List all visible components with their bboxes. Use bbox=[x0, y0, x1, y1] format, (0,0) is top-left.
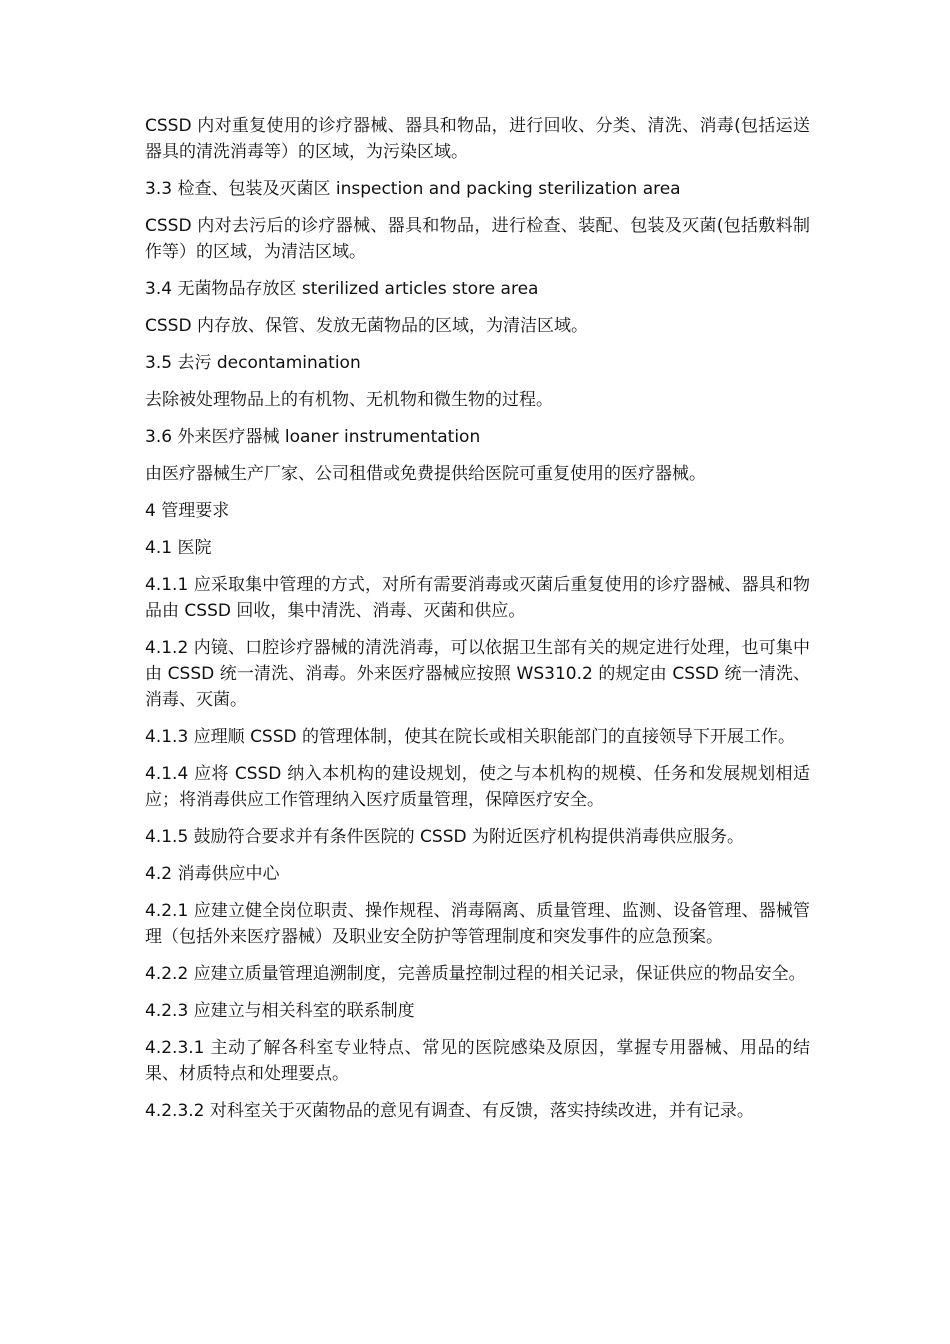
paragraph-3-4-definition: CSSD 内存放、保管、发放无菌物品的区域，为清洁区域。 bbox=[145, 316, 588, 336]
clause-4-1-2: 4.1.2 内镜、口腔诊疗器械的清洗消毒，可以依据卫生部有关的规定进行处理，也可集中由 CSSD 统一清洗、消毒。外来医疗器械应按照 WS310.2 的规定由 CSSD 统一清洗、消毒、灭菌。 bbox=[145, 638, 810, 710]
clause-4-1-4: 4.1.4 应将 CSSD 纳入本机构的建设规划，使之与本机构的规模、任务和发展规划相适应；将消毒供应工作管理纳入医疗质量管理，保障医疗安全。 bbox=[145, 764, 810, 810]
heading-3-6: 3.6 外来医疗器械 loaner instrumentation bbox=[145, 427, 481, 447]
clause-4-1-1: 4.1.1 应采取集中管理的方式，对所有需要消毒或灭菌后重复使用的诊疗器械、器具和物品由 CSSD 回收，集中清洗、消毒、灭菌和供应。 bbox=[145, 575, 810, 621]
heading-4-2-3: 4.2.3 应建立与相关科室的联系制度 bbox=[145, 1001, 415, 1021]
paragraph-3-5-definition: 去除被处理物品上的有机物、无机物和微生物的过程。 bbox=[145, 390, 553, 410]
clause-4-2-3-2: 4.2.3.2 对科室关于灭菌物品的意见有调查、有反馈，落实持续改进，并有记录。 bbox=[145, 1101, 754, 1121]
clause-4-2-3-1: 4.2.3.1 主动了解各科室专业特点、常见的医院感染及原因，掌握专用器械、用品的结果、材质特点和处理要点。 bbox=[145, 1038, 810, 1084]
paragraph-3-6-definition: 由医疗器械生产厂家、公司租借或免费提供给医院可重复使用的医疗器械。 bbox=[145, 464, 706, 484]
heading-3-3: 3.3 检查、包装及灭菌区 inspection and packing sterilization area bbox=[145, 179, 681, 199]
heading-4-2: 4.2 消毒供应中心 bbox=[145, 864, 280, 884]
paragraph-contamination-area-definition: CSSD 内对重复使用的诊疗器械、器具和物品，进行回收、分类、清洗、消毒(包括运送器具的清洗消毒等）的区域，为污染区域。 bbox=[145, 116, 810, 162]
heading-3-5: 3.5 去污 decontamination bbox=[145, 353, 361, 373]
clause-4-2-2: 4.2.2 应建立质量管理追溯制度，完善质量控制过程的相关记录，保证供应的物品安全。 bbox=[145, 964, 806, 984]
clause-4-2-1: 4.2.1 应建立健全岗位职责、操作规程、消毒隔离、质量管理、监测、设备管理、器械管理（包括外来医疗器械）及职业安全防护等管理制度和突发事件的应急预案。 bbox=[145, 901, 810, 947]
heading-4-1: 4.1 医院 bbox=[145, 538, 212, 558]
clause-4-1-3: 4.1.3 应理顺 CSSD 的管理体制，使其在院长或相关职能部门的直接领导下开展工作。 bbox=[145, 727, 796, 747]
clause-4-1-5: 4.1.5 鼓励符合要求并有条件医院的 CSSD 为附近医疗机构提供消毒供应服务。 bbox=[145, 827, 745, 847]
heading-4: 4 管理要求 bbox=[145, 501, 230, 521]
paragraph-3-3-definition: CSSD 内对去污后的诊疗器械、器具和物品，进行检查、装配、包装及灭菌(包括敷料制作等）的区域，为清洁区域。 bbox=[145, 216, 810, 262]
heading-3-4: 3.4 无菌物品存放区 sterilized articles store area bbox=[145, 279, 539, 299]
document-page bbox=[145, 113, 810, 1135]
